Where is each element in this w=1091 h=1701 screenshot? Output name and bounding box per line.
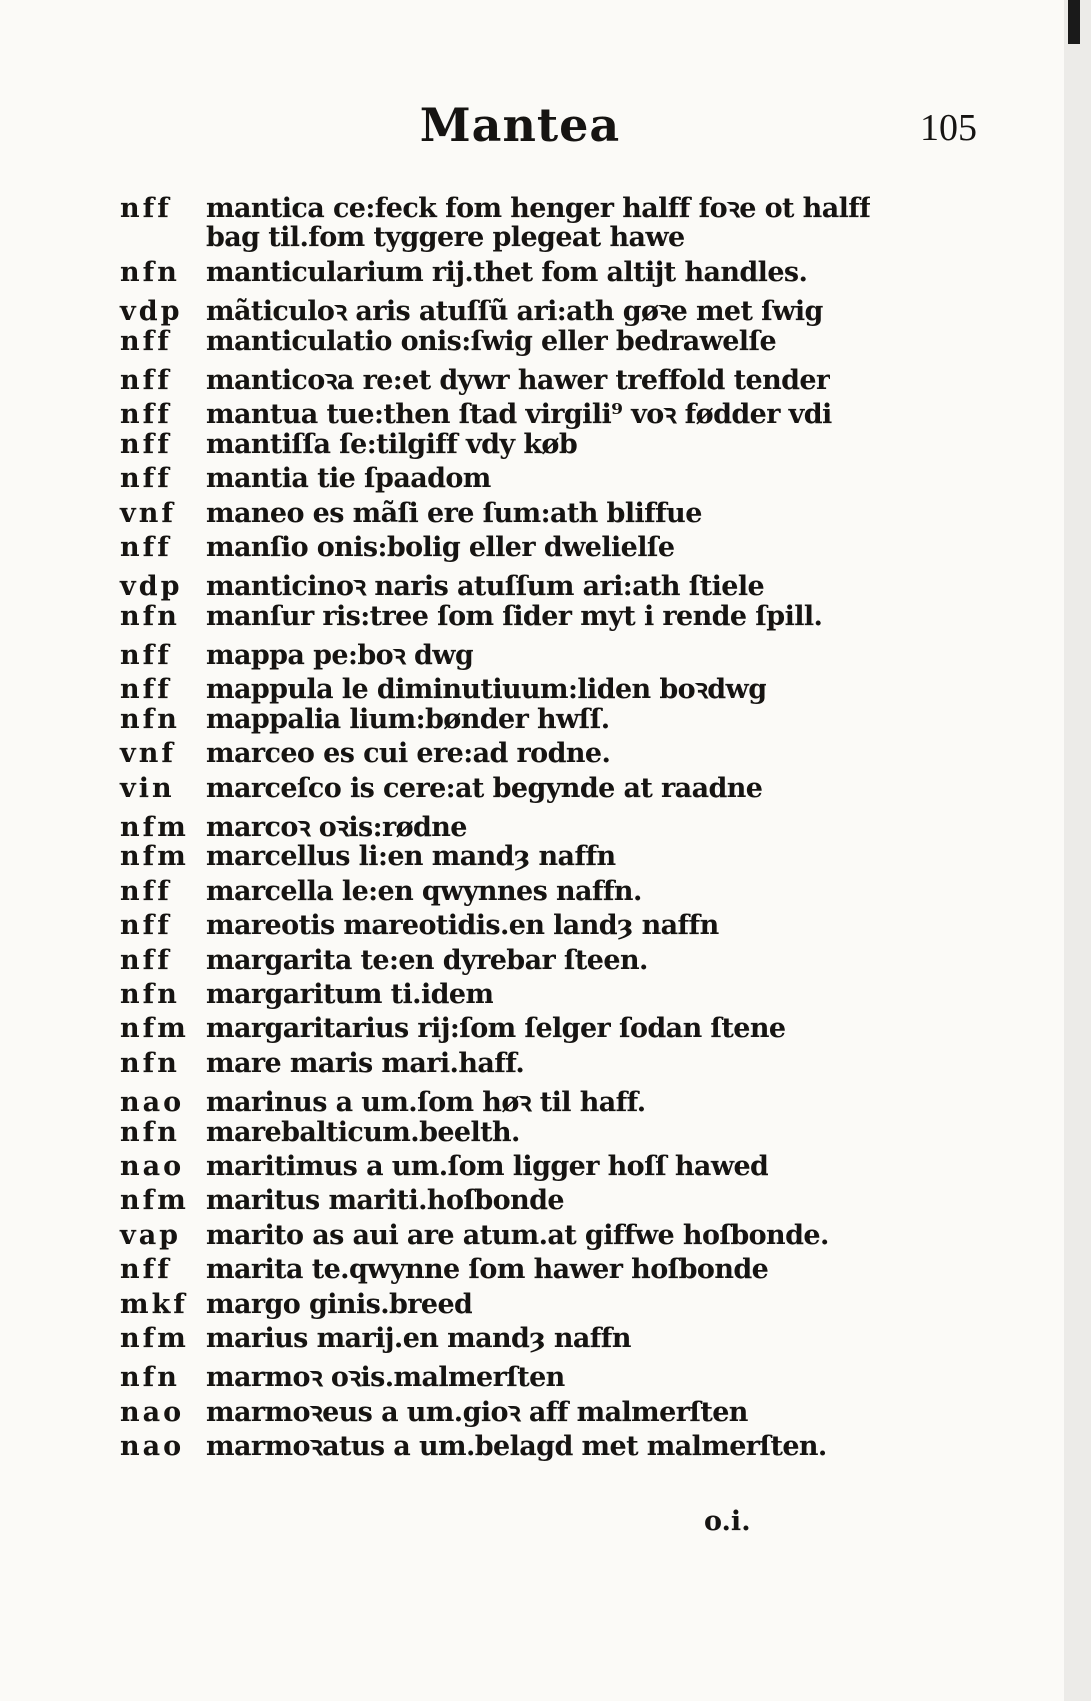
dictionary-entry	[120, 326, 1000, 360]
dictionary-entry	[120, 498, 1000, 532]
grammar-code: nfm	[120, 841, 189, 873]
entry-text: marcella le:en qwynnes naffn.	[206, 875, 642, 907]
dictionary-entry	[120, 773, 1000, 807]
grammar-code: nff	[120, 944, 172, 976]
grammar-code: mkf	[120, 1288, 188, 1320]
grammar-code: vnf	[120, 497, 176, 529]
entry-text: margo ginis.breed	[206, 1288, 473, 1320]
grammar-code: nff	[120, 531, 172, 563]
grammar-code: nff	[120, 875, 172, 907]
dictionary-entry	[120, 979, 1000, 1013]
dictionary-entry	[120, 669, 1000, 706]
entry-text: mantia tie ſpaadom	[206, 463, 491, 495]
entry-text: marmoꝛ oꝛis.malmerſten	[206, 1362, 565, 1394]
entry-text: marmoꝛeus a um.gioꝛ aff malmerſten	[206, 1396, 748, 1428]
grammar-code: nfm	[120, 1185, 189, 1217]
grammar-code: nfn	[120, 1116, 180, 1148]
entry-text: marcellus li:en mandȝ naffn	[206, 841, 616, 873]
grammar-code: vdp	[120, 296, 183, 328]
dictionary-entry	[120, 291, 1000, 328]
grammar-code: nfn	[120, 256, 180, 288]
dictionary-entry	[120, 429, 1000, 463]
dictionary-entry	[120, 1323, 1000, 1357]
dictionary-entry	[120, 222, 1000, 256]
dictionary-entry	[120, 635, 1000, 672]
dictionary-entry	[120, 566, 1000, 603]
dictionary-entry	[120, 841, 1000, 875]
dictionary-entry	[120, 738, 1000, 772]
entry-text: maneo es mãſi ere ſum:ath bliffue	[206, 497, 702, 529]
dictionary-entry	[120, 1289, 1000, 1323]
grammar-code: nff	[120, 399, 172, 431]
dictionary-entry	[120, 704, 1000, 738]
grammar-code: nfm	[120, 1013, 189, 1045]
entry-text: margaritum ti.idem	[206, 978, 494, 1010]
grammar-code: vdp	[120, 571, 183, 603]
entry-text: mantiſſa ſe:tilgiff vdy køb	[206, 428, 578, 460]
dictionary-entry	[120, 257, 1000, 291]
grammar-code: nao	[120, 1396, 185, 1428]
entry-text: manſur ris:tree ſom ſider myt i rende ſpill.	[206, 600, 823, 632]
entry-text: marceo es cui ere:ad rodne.	[206, 738, 611, 770]
entry-text: margarita te:en dyrebar ſteen.	[206, 944, 648, 976]
dictionary-entry	[120, 360, 1000, 394]
dictionary-entry	[120, 1392, 1000, 1426]
dictionary-entry	[120, 601, 1000, 635]
entry-text: maritimus a um.ſom ligger hoſſ hawed	[206, 1150, 769, 1182]
entry-text: manticularium rij.thet fom altijt handles.	[206, 256, 808, 288]
entry-text: mantua tue:then ſtad virgili⁹ voꝛ fødder vdi	[206, 399, 832, 431]
entry-text: mappa pe:boꝛ dwg	[206, 640, 474, 672]
dictionary-entry	[120, 1426, 1000, 1463]
entry-text: mare maris mari.haff.	[206, 1047, 525, 1079]
dictionary-entry	[120, 910, 1000, 944]
entry-text: marita te.qwynne ſom hawer hoſbonde	[206, 1254, 769, 1286]
grammar-code: vin	[120, 772, 175, 804]
grammar-code: nff	[120, 463, 172, 495]
grammar-code: nfn	[120, 978, 180, 1010]
dictionary-entry	[120, 1151, 1000, 1185]
grammar-code: nff	[120, 674, 172, 706]
entry-text: mappula le diminutiuum:liden boꝛdwg	[206, 674, 767, 706]
entry-text: manſio onis:bolig eller dwelielſe	[206, 531, 675, 563]
grammar-code: nff	[120, 364, 172, 396]
grammar-code: nff	[120, 640, 172, 672]
entry-text: mareotis mareotidis.en landȝ naffn	[206, 910, 719, 942]
scan-edge	[1064, 0, 1091, 1701]
entry-text: marius marij.en mandȝ naffn	[206, 1322, 631, 1354]
scan-corner-mark	[1068, 0, 1080, 44]
entry-text: manticoꝛa re:et dywr hawer treffold tender	[206, 364, 830, 396]
dictionary-entry	[120, 532, 1000, 566]
dictionary-entry	[120, 188, 1000, 222]
grammar-code: nao	[120, 1431, 185, 1463]
dictionary-entry	[120, 1082, 1000, 1119]
entry-text: marmoꝛatus a um.belagd met malmerſten.	[206, 1431, 827, 1463]
running-head: Mantea	[419, 98, 621, 152]
grammar-code: nff	[120, 193, 172, 224]
dictionary-entry	[120, 807, 1000, 844]
entry-text: marito as aui are atum.at giffwe hoſbonde.	[206, 1219, 829, 1251]
page-number: 105	[920, 107, 977, 149]
grammar-code: nao	[120, 1087, 185, 1119]
entry-text: marebalticum.beelth.	[206, 1116, 520, 1148]
signature-mark: o.i.	[704, 1506, 751, 1537]
dictionary-entry	[120, 463, 1000, 497]
entry-text: margaritarius rij:ſom ſelger ſodan ſtene	[206, 1013, 786, 1045]
grammar-code: nao	[120, 1150, 185, 1182]
dictionary-entry	[120, 1357, 1000, 1394]
grammar-code: nfm	[120, 812, 189, 844]
dictionary-entry	[120, 876, 1000, 910]
dictionary-entry	[120, 945, 1000, 979]
dictionary-entry	[120, 1013, 1000, 1047]
entry-text: marceſco is cere:at begynde at raadne	[206, 772, 763, 804]
dictionary-entry	[120, 1185, 1000, 1219]
grammar-code: nff	[120, 325, 172, 357]
grammar-code: nfm	[120, 1322, 189, 1354]
grammar-code: nfn	[120, 600, 180, 632]
entry-text: manticinoꝛ naris atuſſum ari:ath ſtiele	[206, 571, 765, 603]
entry-text: mãticuloꝛ aris atuſſũ ari:ath gøꝛe met ſwig	[206, 296, 823, 328]
grammar-code: nff	[120, 910, 172, 942]
entry-text: marinus a um.ſom høꝛ til haff.	[206, 1087, 646, 1119]
entry-text: mappalia lium:bønder hwſſ.	[206, 703, 610, 735]
grammar-code: nff	[120, 428, 172, 460]
dictionary-entry	[120, 1220, 1000, 1254]
grammar-code: nff	[120, 1254, 172, 1286]
entry-text: mantica ce:feck fom henger halff foꝛe ot halff	[206, 193, 871, 224]
grammar-code: nfn	[120, 1362, 180, 1394]
grammar-code: vnf	[120, 738, 176, 770]
dictionary-entry	[120, 1117, 1000, 1151]
grammar-code: nfn	[120, 1047, 180, 1079]
entry-text: manticulatio onis:ſwig eller bedrawelſe	[206, 325, 777, 357]
entry-text: marcoꝛ oꝛis:rødne	[206, 812, 467, 844]
dictionary-entry	[120, 1048, 1000, 1082]
grammar-code: vap	[120, 1219, 182, 1251]
dictionary-entry	[120, 394, 1000, 431]
grammar-code: nfn	[120, 703, 180, 735]
dictionary-entries	[120, 188, 1000, 1463]
entry-text: bag til.fom tyggere plegeat hawe	[206, 222, 685, 254]
dictionary-entry	[120, 1254, 1000, 1288]
entry-text: maritus mariti.hoſbonde	[206, 1185, 564, 1217]
